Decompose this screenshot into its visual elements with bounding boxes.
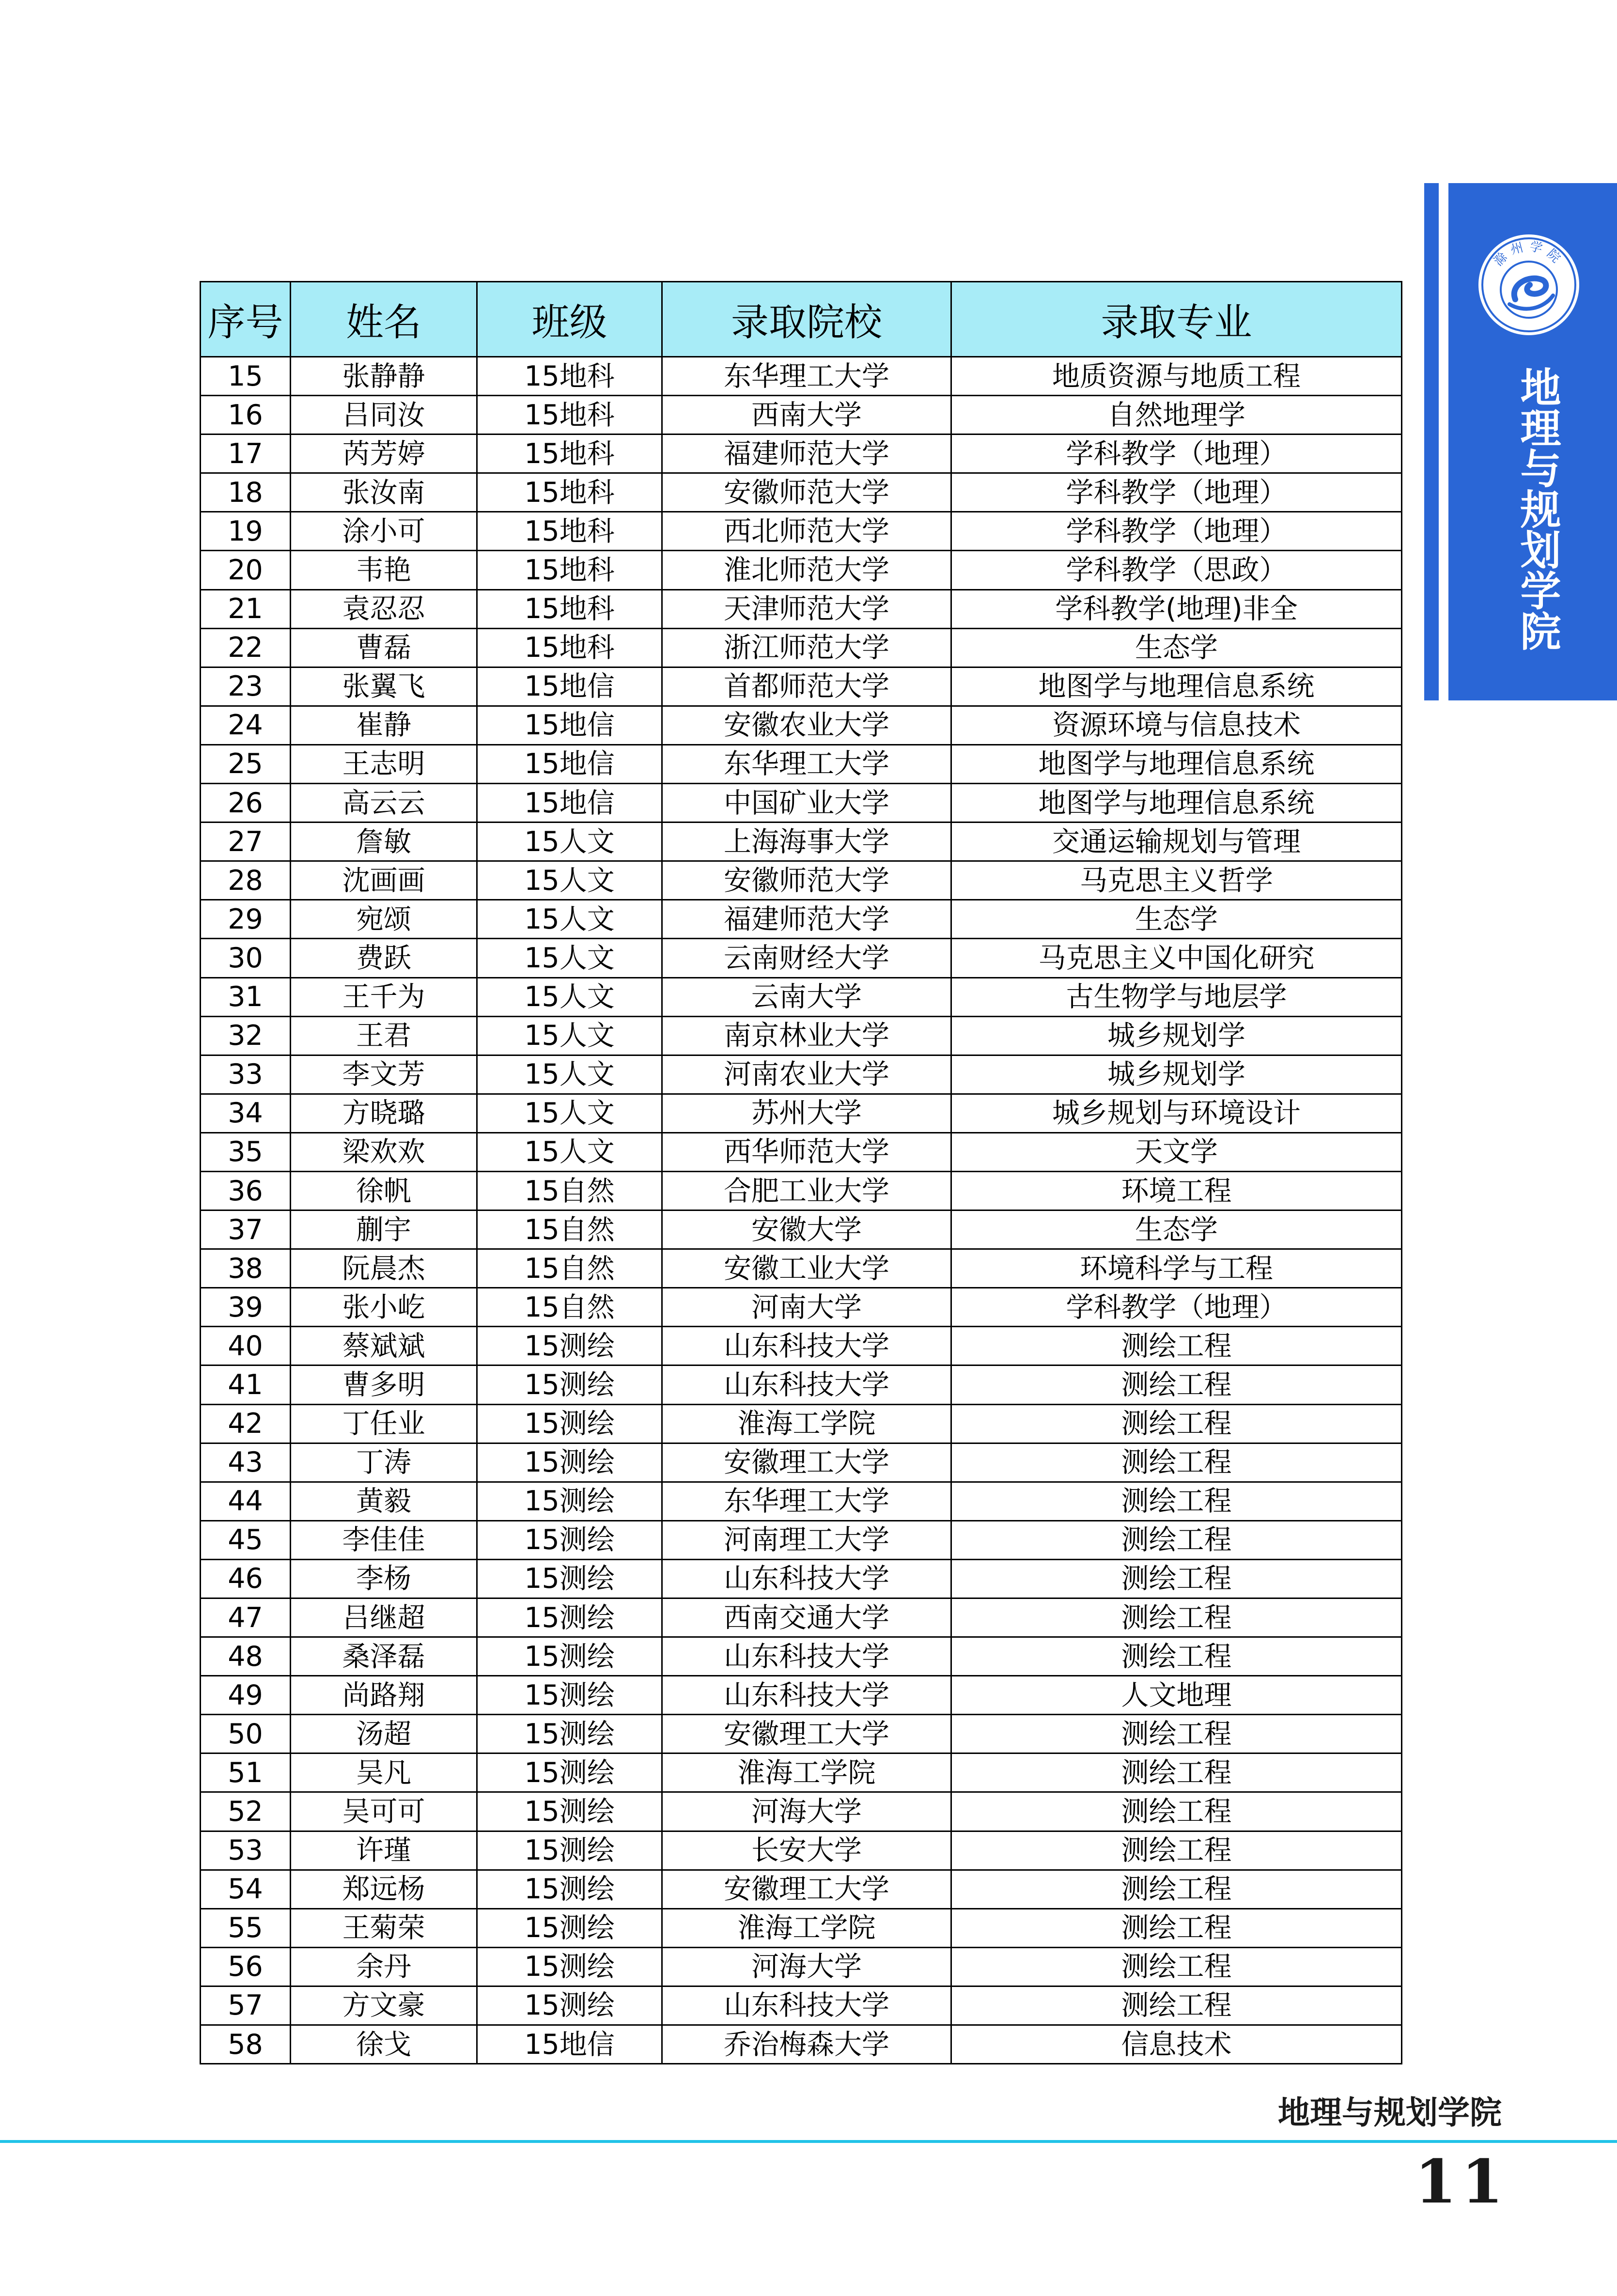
cell-index: 40 — [201, 1327, 291, 1365]
cell-index: 16 — [201, 396, 291, 434]
table-row — [201, 1094, 1402, 1132]
cell-school: 山东科技大学 — [662, 1365, 951, 1404]
cell-major: 地质资源与地质工程 — [951, 357, 1402, 396]
footer-divider — [0, 2140, 1617, 2143]
cell-name: 费跃 — [291, 939, 477, 977]
cell-name: 袁忍忍 — [291, 590, 477, 628]
cell-name: 李文芳 — [291, 1055, 477, 1094]
cell-major: 学科教学（地理） — [951, 512, 1402, 551]
table-row — [201, 357, 1402, 396]
cell-name: 徐戈 — [291, 2025, 477, 2064]
table-row — [201, 1249, 1402, 1288]
table-row — [201, 745, 1402, 783]
cell-school: 安徽大学 — [662, 1210, 951, 1249]
cell-index: 15 — [201, 357, 291, 396]
header-class: 班级 — [477, 282, 662, 357]
cell-class: 15人文 — [477, 900, 662, 939]
table-row — [201, 1792, 1402, 1831]
cell-class: 15测绘 — [477, 1831, 662, 1870]
cell-name: 丁涛 — [291, 1443, 477, 1482]
cell-school: 上海海事大学 — [662, 822, 951, 861]
table-body — [201, 357, 1402, 2064]
cell-class: 15自然 — [477, 1210, 662, 1249]
cell-school: 云南大学 — [662, 977, 951, 1016]
cell-index: 26 — [201, 784, 291, 822]
cell-index: 41 — [201, 1365, 291, 1404]
table-row — [201, 977, 1402, 1016]
cell-class: 15自然 — [477, 1171, 662, 1210]
cell-class: 15测绘 — [477, 1559, 662, 1598]
cell-major: 学科教学（思政） — [951, 551, 1402, 590]
table-row — [201, 939, 1402, 977]
cell-index: 17 — [201, 434, 291, 473]
cell-major: 城乡规划与环境设计 — [951, 1094, 1402, 1132]
cell-major: 学科教学（地理） — [951, 1288, 1402, 1327]
cell-index: 54 — [201, 1870, 291, 1908]
table-row — [201, 628, 1402, 667]
cell-name: 张静静 — [291, 357, 477, 396]
cell-major: 马克思主义中国化研究 — [951, 939, 1402, 977]
cell-school: 首都师范大学 — [662, 667, 951, 706]
cell-major: 马克思主义哲学 — [951, 861, 1402, 900]
cell-name: 方晓璐 — [291, 1094, 477, 1132]
cell-major: 测绘工程 — [951, 1520, 1402, 1559]
footer-title: 地理与规划学院 — [1278, 2094, 1502, 2131]
table-row — [201, 1482, 1402, 1520]
cell-major: 测绘工程 — [951, 1986, 1402, 2025]
cell-index: 25 — [201, 745, 291, 783]
cell-class: 15测绘 — [477, 1637, 662, 1676]
cell-class: 15人文 — [477, 1132, 662, 1171]
table-row — [201, 1288, 1402, 1327]
cell-class: 15测绘 — [477, 1598, 662, 1637]
table-row — [201, 1986, 1402, 2025]
cell-major: 资源环境与信息技术 — [951, 706, 1402, 745]
table-row — [201, 1171, 1402, 1210]
table-row — [201, 1520, 1402, 1559]
cell-school: 淮海工学院 — [662, 1908, 951, 1947]
cell-major: 测绘工程 — [951, 1947, 1402, 1986]
cell-class: 15测绘 — [477, 1327, 662, 1365]
cell-class: 15人文 — [477, 822, 662, 861]
cell-school: 合肥工业大学 — [662, 1171, 951, 1210]
cell-school: 西华师范大学 — [662, 1132, 951, 1171]
cell-major: 测绘工程 — [951, 1327, 1402, 1365]
table-row — [201, 667, 1402, 706]
cell-name: 汤超 — [291, 1715, 477, 1753]
cell-class: 15地科 — [477, 434, 662, 473]
cell-index: 42 — [201, 1404, 291, 1443]
cell-class: 15地科 — [477, 473, 662, 512]
cell-major: 测绘工程 — [951, 1559, 1402, 1598]
cell-class: 15测绘 — [477, 1404, 662, 1443]
cell-name: 张翼飞 — [291, 667, 477, 706]
table-row — [201, 1870, 1402, 1908]
cell-name: 李佳佳 — [291, 1520, 477, 1559]
cell-name: 王千为 — [291, 977, 477, 1016]
cell-major: 测绘工程 — [951, 1443, 1402, 1482]
page-number: 11 — [1415, 2147, 1508, 2217]
cell-index: 50 — [201, 1715, 291, 1753]
cell-name: 余丹 — [291, 1947, 477, 1986]
cell-school: 西北师范大学 — [662, 512, 951, 551]
cell-name: 曹多明 — [291, 1365, 477, 1404]
cell-name: 王菊荣 — [291, 1908, 477, 1947]
cell-index: 29 — [201, 900, 291, 939]
cell-class: 15人文 — [477, 861, 662, 900]
table-row — [201, 1132, 1402, 1171]
cell-class: 15地科 — [477, 512, 662, 551]
cell-major: 生态学 — [951, 1210, 1402, 1249]
cell-school: 河南农业大学 — [662, 1055, 951, 1094]
cell-class: 15人文 — [477, 1016, 662, 1055]
cell-school: 淮北师范大学 — [662, 551, 951, 590]
cell-name: 涂小可 — [291, 512, 477, 551]
table-row — [201, 1598, 1402, 1637]
cell-index: 49 — [201, 1676, 291, 1715]
cell-class: 15地科 — [477, 357, 662, 396]
cell-school: 西南交通大学 — [662, 1598, 951, 1637]
header-index: 序号 — [201, 282, 291, 357]
cell-major: 城乡规划学 — [951, 1016, 1402, 1055]
table-row — [201, 473, 1402, 512]
cell-school: 河海大学 — [662, 1947, 951, 1986]
cell-class: 15地信 — [477, 667, 662, 706]
cell-school: 山东科技大学 — [662, 1986, 951, 2025]
cell-major: 测绘工程 — [951, 1753, 1402, 1792]
table-row — [201, 551, 1402, 590]
cell-school: 安徽师范大学 — [662, 861, 951, 900]
cell-index: 52 — [201, 1792, 291, 1831]
cell-major: 测绘工程 — [951, 1831, 1402, 1870]
cell-name: 尚路翔 — [291, 1676, 477, 1715]
cell-index: 20 — [201, 551, 291, 590]
cell-name: 张汝南 — [291, 473, 477, 512]
cell-major: 天文学 — [951, 1132, 1402, 1171]
side-tab-stripe — [1424, 183, 1439, 700]
cell-major: 学科教学（地理） — [951, 473, 1402, 512]
cell-index: 46 — [201, 1559, 291, 1598]
cell-school: 安徽工业大学 — [662, 1249, 951, 1288]
cell-name: 郑远杨 — [291, 1870, 477, 1908]
cell-school: 福建师范大学 — [662, 900, 951, 939]
table-row — [201, 822, 1402, 861]
table-row — [201, 900, 1402, 939]
cell-index: 47 — [201, 1598, 291, 1637]
cell-major: 地图学与地理信息系统 — [951, 667, 1402, 706]
cell-school: 苏州大学 — [662, 1094, 951, 1132]
cell-class: 15地科 — [477, 551, 662, 590]
cell-name: 吴可可 — [291, 1792, 477, 1831]
cell-name: 宛颂 — [291, 900, 477, 939]
table-row — [201, 1753, 1402, 1792]
cell-class: 15测绘 — [477, 1753, 662, 1792]
cell-class: 15地信 — [477, 745, 662, 783]
cell-name: 王君 — [291, 1016, 477, 1055]
table-row — [201, 706, 1402, 745]
cell-index: 28 — [201, 861, 291, 900]
cell-school: 南京林业大学 — [662, 1016, 951, 1055]
cell-index: 37 — [201, 1210, 291, 1249]
table-row — [201, 434, 1402, 473]
table-row — [201, 1016, 1402, 1055]
cell-major: 学科教学(地理)非全 — [951, 590, 1402, 628]
cell-major: 测绘工程 — [951, 1715, 1402, 1753]
cell-school: 淮海工学院 — [662, 1404, 951, 1443]
cell-school: 东华理工大学 — [662, 357, 951, 396]
cell-school: 长安大学 — [662, 1831, 951, 1870]
cell-name: 蔡斌斌 — [291, 1327, 477, 1365]
cell-index: 35 — [201, 1132, 291, 1171]
cell-index: 36 — [201, 1171, 291, 1210]
cell-class: 15人文 — [477, 1094, 662, 1132]
table-row — [201, 1947, 1402, 1986]
cell-index: 57 — [201, 1986, 291, 2025]
cell-class: 15测绘 — [477, 1482, 662, 1520]
cell-school: 安徽理工大学 — [662, 1870, 951, 1908]
cell-name: 吴凡 — [291, 1753, 477, 1792]
header-school: 录取院校 — [662, 282, 951, 357]
cell-major: 生态学 — [951, 900, 1402, 939]
cell-name: 阮晨杰 — [291, 1249, 477, 1288]
cell-major: 测绘工程 — [951, 1404, 1402, 1443]
cell-name: 崔静 — [291, 706, 477, 745]
college-logo-icon — [1476, 232, 1582, 338]
cell-index: 56 — [201, 1947, 291, 1986]
cell-school: 安徽农业大学 — [662, 706, 951, 745]
table-row — [201, 1676, 1402, 1715]
cell-major: 测绘工程 — [951, 1637, 1402, 1676]
cell-major: 测绘工程 — [951, 1908, 1402, 1947]
cell-school: 东华理工大学 — [662, 745, 951, 783]
table-row — [201, 1327, 1402, 1365]
cell-name: 高云云 — [291, 784, 477, 822]
cell-school: 河南大学 — [662, 1288, 951, 1327]
table-row — [201, 784, 1402, 822]
cell-school: 山东科技大学 — [662, 1637, 951, 1676]
cell-index: 53 — [201, 1831, 291, 1870]
cell-major: 测绘工程 — [951, 1598, 1402, 1637]
cell-name: 曹磊 — [291, 628, 477, 667]
cell-class: 15地信 — [477, 2025, 662, 2064]
table-row — [201, 1055, 1402, 1094]
cell-major: 交通运输规划与管理 — [951, 822, 1402, 861]
cell-class: 15自然 — [477, 1249, 662, 1288]
cell-class: 15地信 — [477, 706, 662, 745]
cell-index: 34 — [201, 1094, 291, 1132]
cell-school: 西南大学 — [662, 396, 951, 434]
cell-name: 徐帆 — [291, 1171, 477, 1210]
header-major: 录取专业 — [951, 282, 1402, 357]
cell-major: 测绘工程 — [951, 1482, 1402, 1520]
cell-class: 15测绘 — [477, 1870, 662, 1908]
cell-school: 天津师范大学 — [662, 590, 951, 628]
cell-name: 吕同汝 — [291, 396, 477, 434]
cell-name: 沈画画 — [291, 861, 477, 900]
cell-name: 梁欢欢 — [291, 1132, 477, 1171]
table-row — [201, 1210, 1402, 1249]
cell-name: 李杨 — [291, 1559, 477, 1598]
cell-index: 31 — [201, 977, 291, 1016]
cell-index: 32 — [201, 1016, 291, 1055]
cell-major: 城乡规划学 — [951, 1055, 1402, 1094]
cell-school: 淮海工学院 — [662, 1753, 951, 1792]
cell-school: 河南理工大学 — [662, 1520, 951, 1559]
cell-class: 15测绘 — [477, 1443, 662, 1482]
cell-name: 方文豪 — [291, 1986, 477, 2025]
cell-index: 24 — [201, 706, 291, 745]
cell-index: 38 — [201, 1249, 291, 1288]
cell-school: 安徽理工大学 — [662, 1715, 951, 1753]
table-row — [201, 1831, 1402, 1870]
cell-class: 15人文 — [477, 977, 662, 1016]
cell-class: 15测绘 — [477, 1908, 662, 1947]
cell-school: 河海大学 — [662, 1792, 951, 1831]
cell-school: 安徽师范大学 — [662, 473, 951, 512]
cell-major: 地图学与地理信息系统 — [951, 784, 1402, 822]
cell-school: 福建师范大学 — [662, 434, 951, 473]
cell-major: 信息技术 — [951, 2025, 1402, 2064]
cell-name: 芮芳婷 — [291, 434, 477, 473]
logo-text: 滁州学院 — [1491, 239, 1567, 269]
cell-name: 许瑾 — [291, 1831, 477, 1870]
cell-index: 44 — [201, 1482, 291, 1520]
table-row — [201, 1404, 1402, 1443]
cell-name: 张小屹 — [291, 1288, 477, 1327]
cell-name: 詹敏 — [291, 822, 477, 861]
table-row — [201, 1715, 1402, 1753]
cell-major: 地图学与地理信息系统 — [951, 745, 1402, 783]
cell-index: 22 — [201, 628, 291, 667]
cell-school: 山东科技大学 — [662, 1327, 951, 1365]
cell-name: 蒯宇 — [291, 1210, 477, 1249]
cell-class: 15测绘 — [477, 1792, 662, 1831]
cell-index: 19 — [201, 512, 291, 551]
cell-class: 15测绘 — [477, 1986, 662, 2025]
cell-index: 27 — [201, 822, 291, 861]
cell-index: 18 — [201, 473, 291, 512]
cell-school: 乔治梅森大学 — [662, 2025, 951, 2064]
side-title: 地理与规划学院 — [1514, 366, 1561, 651]
cell-class: 15地科 — [477, 396, 662, 434]
cell-school: 安徽理工大学 — [662, 1443, 951, 1482]
cell-school: 山东科技大学 — [662, 1559, 951, 1598]
cell-class: 15自然 — [477, 1288, 662, 1327]
table-row — [201, 861, 1402, 900]
cell-class: 15人文 — [477, 939, 662, 977]
cell-school: 东华理工大学 — [662, 1482, 951, 1520]
cell-name: 黄毅 — [291, 1482, 477, 1520]
cell-school: 山东科技大学 — [662, 1676, 951, 1715]
table-row — [201, 2025, 1402, 2064]
cell-major: 环境工程 — [951, 1171, 1402, 1210]
cell-index: 39 — [201, 1288, 291, 1327]
cell-index: 21 — [201, 590, 291, 628]
admission-table — [200, 281, 1402, 2064]
cell-class: 15测绘 — [477, 1520, 662, 1559]
cell-school: 云南财经大学 — [662, 939, 951, 977]
cell-name: 丁任业 — [291, 1404, 477, 1443]
cell-index: 58 — [201, 2025, 291, 2064]
table-row — [201, 512, 1402, 551]
table-row — [201, 396, 1402, 434]
table-row — [201, 1365, 1402, 1404]
table-row — [201, 1559, 1402, 1598]
cell-index: 45 — [201, 1520, 291, 1559]
cell-index: 51 — [201, 1753, 291, 1792]
header-name: 姓名 — [291, 282, 477, 357]
cell-major: 测绘工程 — [951, 1792, 1402, 1831]
cell-class: 15测绘 — [477, 1676, 662, 1715]
table-row — [201, 1908, 1402, 1947]
cell-index: 43 — [201, 1443, 291, 1482]
table-header — [201, 282, 1402, 357]
cell-name: 韦艳 — [291, 551, 477, 590]
cell-major: 生态学 — [951, 628, 1402, 667]
cell-class: 15人文 — [477, 1055, 662, 1094]
cell-major: 环境科学与工程 — [951, 1249, 1402, 1288]
cell-class: 15地科 — [477, 590, 662, 628]
cell-class: 15地科 — [477, 628, 662, 667]
cell-major: 测绘工程 — [951, 1365, 1402, 1404]
cell-index: 33 — [201, 1055, 291, 1094]
cell-name: 王志明 — [291, 745, 477, 783]
cell-class: 15测绘 — [477, 1947, 662, 1986]
cell-index: 48 — [201, 1637, 291, 1676]
cell-major: 古生物学与地层学 — [951, 977, 1402, 1016]
cell-name: 桑泽磊 — [291, 1637, 477, 1676]
cell-index: 23 — [201, 667, 291, 706]
cell-class: 15测绘 — [477, 1365, 662, 1404]
cell-school: 浙江师范大学 — [662, 628, 951, 667]
table-row — [201, 1443, 1402, 1482]
table-row — [201, 1637, 1402, 1676]
cell-major: 自然地理学 — [951, 396, 1402, 434]
table-row — [201, 590, 1402, 628]
cell-major: 人文地理 — [951, 1676, 1402, 1715]
cell-major: 测绘工程 — [951, 1870, 1402, 1908]
cell-school: 中国矿业大学 — [662, 784, 951, 822]
cell-class: 15地信 — [477, 784, 662, 822]
table-header-row — [201, 282, 1402, 357]
cell-index: 55 — [201, 1908, 291, 1947]
cell-name: 吕继超 — [291, 1598, 477, 1637]
cell-index: 30 — [201, 939, 291, 977]
cell-class: 15测绘 — [477, 1715, 662, 1753]
cell-major: 学科教学（地理） — [951, 434, 1402, 473]
